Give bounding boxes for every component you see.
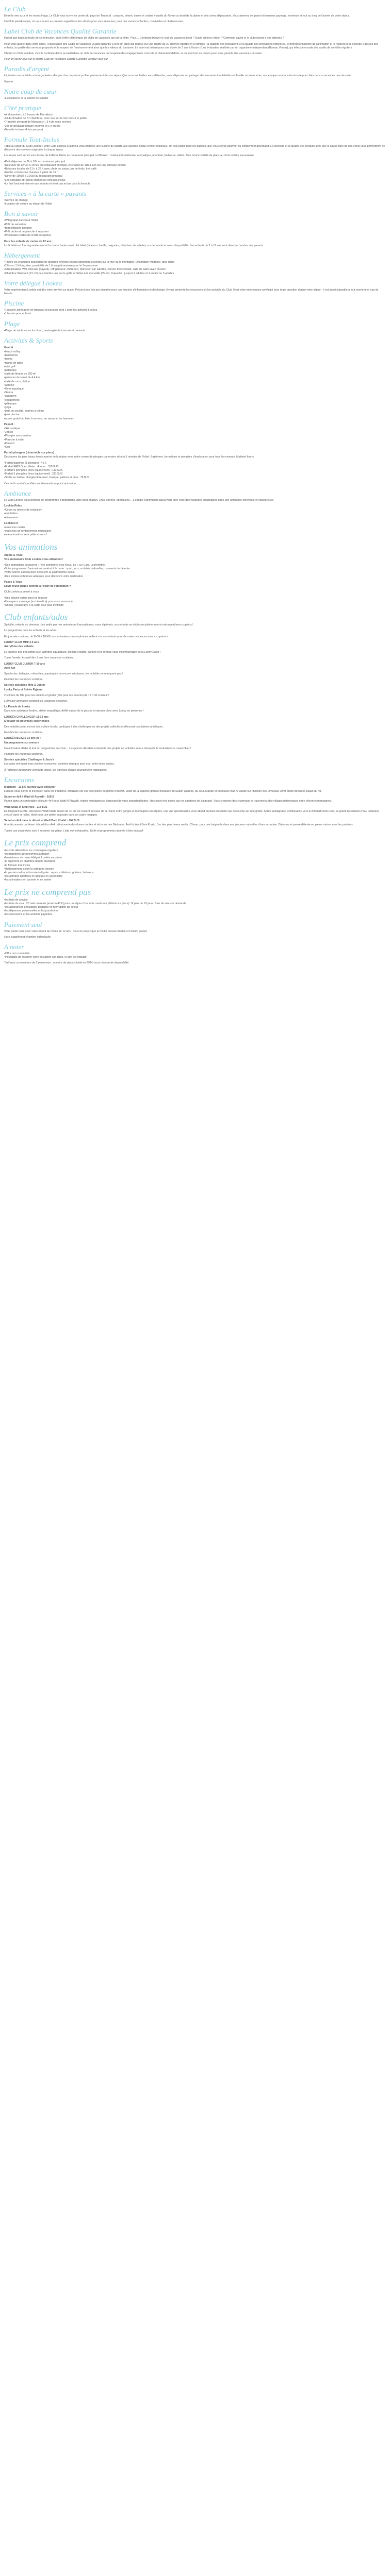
list-item: • équipement	[4, 399, 387, 402]
enfants-p14: Pendant les vacances scolaires.	[4, 752, 43, 756]
list-item: • Plongée sous-marine	[4, 434, 387, 438]
list-item: • L'excellence et la variété de la table	[4, 97, 387, 100]
list-item: • 1 piscine aménagée de transats et parasols dont 1 pour les activités Lookéa	[4, 309, 387, 312]
enfants-sub3b: Looky Party et Soirée Pyjama	[4, 688, 43, 691]
bon-a-savoir-subheading: Pour les enfants de moins de 12 ans :	[4, 240, 53, 243]
list-item: • A Mouzerkeh, à 3 heures de Marrakech	[4, 113, 387, 117]
club-intro: Entre le mer azur et les monts Haga, Le Club vous ouvre les portes du pays de Tendoud : canyons, désert, oases et cedars massifs du Riyam au bord de la plaine et des cimes dépassants. Vous aimerez ce grand et lumineux paysage, lumineux et tout au long de l'année de votre séjour.	[4, 14, 350, 18]
list-item: • Un espace massage (au bien-être) pour vous ressourcer	[4, 600, 387, 604]
activites-note: Ces tarifs sont disponibles sur demande au point animation.	[4, 482, 77, 485]
section-title-hebergement: Hébergement	[4, 251, 40, 259]
enfants-sub5b: S'éclater de nouvelles expériences	[4, 719, 50, 723]
section-animations	[4, 542, 387, 607]
paradis-p1: Ici, toutes nos activités sont organisées afin que chacun puisse profiter pleinement de son séjour. Que vous souhaitiez vous détendre, vous dépenser ou partager des moments inoubliables en famille ou entre amis, nos équipes sont à votre écoute pour faire de vos vacances une réussite.	[4, 74, 352, 78]
list-item: • exercices cardio	[4, 526, 387, 530]
list-item: • la pension selon la formule indiquée : repas, collations, goûters, boissons	[4, 871, 387, 875]
enfants-sub1b: Au rythme des enfants	[4, 645, 34, 648]
list-item: • Goûter et boissons chaudes à partir de 16 h	[4, 171, 387, 175]
list-item: • Forfait 5 plongées (hors équipement) : 113 $US	[4, 469, 387, 472]
paiement-p2: Hors supplément chambre individuelle.	[4, 935, 52, 939]
enfants-p2: Le programme pour les enfants et les ados.	[4, 629, 57, 633]
enfants-p8: 2 soirées de fête pour les enfants et goûter (fête pour les parents) de 19 h 30 à minuit !	[4, 693, 109, 697]
excursion-text: Laissez-vous porter et d'évasion dans les traditions. Mouzakri est une ville pleine de points d'intérêt. Visite de la superbe grande mosquée du Sultan Qaboos, du souk Matrah et du musée Bait Al Zubair sur l'histoire des Omanais. Arrêt photo devant le palais du roi.	[4, 790, 322, 793]
activites-plongee-heading: Parfait plongeur (réservable sur place)	[4, 451, 54, 455]
list-item: • les assurances annulation, bagages et interruption de séjour	[4, 906, 387, 909]
section-a-noter	[4, 943, 387, 965]
section-ambiance	[4, 489, 387, 537]
list-item: • Sauna	[4, 391, 387, 395]
list-item: • aquagym	[4, 395, 387, 398]
section-paiement	[4, 921, 387, 939]
excursion-title: Safari en 4x4 à Wadi Al Abyadh - 108 $	[4, 795, 54, 799]
paradis-p2: Galerie	[4, 80, 13, 83]
list-item: • Transfert aéroport de Marrakech : 3 h de route environ	[4, 121, 387, 124]
excursion-title: Mouzakri - 11 $ 5 journée avec déjeuner	[4, 785, 56, 789]
enfants-sub7: Soirées spéciales Challenger & Jeun's	[4, 758, 54, 762]
list-item: • Service de change	[4, 199, 387, 202]
section-title-club: Le Club	[4, 5, 26, 13]
list-item: • Navette incluse (4 fois par jour)	[4, 128, 387, 132]
ambiance-fit-heading: Lookéa Fit	[4, 521, 18, 525]
list-item: • Forfait baptême (1 plongée) : 45 €	[4, 462, 387, 465]
section-coup-de-coeur	[4, 88, 387, 100]
list-item: • l'assistance de notre délégué Lookéa sur place	[4, 856, 387, 860]
list-item: • Le fast food est réservé aux enfants et n'est pas inclus dans la formule	[4, 182, 387, 186]
enfants-sub3: Soirées spéciales Mini & Junior	[4, 684, 45, 687]
enfants-p6: Spectacles, ballages, culturelles, aquatiques ou encore artistiques, les activités ne manquent pas !	[4, 672, 123, 675]
enfants-p9: L'Ami par animation pendant les vacances scolaires.	[4, 699, 68, 703]
enfants-sub2: LOOKY CLUB JUNIOR 7-10 ans	[4, 662, 45, 666]
enfants-sub4: La Parade de Looky	[4, 705, 30, 709]
list-item: • Boissons locales de 11 h à 23 h avec choix de sodas, jus de fruits, thé, café	[4, 167, 387, 171]
list-item: • Ski nautique	[4, 427, 387, 431]
list-item: • parcours de santé de 4,4 km	[4, 376, 387, 380]
list-item: • Principales cartes de crédit acceptées	[4, 234, 387, 238]
section-title-ambiance: Ambiance	[4, 489, 31, 497]
animations-sub2b: Envie d'une pause détente à l'écart de l'animation ?	[4, 585, 71, 588]
list-item: • les animations en journée et en soirée	[4, 878, 387, 882]
enfants-p16: À l'intérieur du nombre d'enfants inclus, les tranches d'âges peuvent être regroupées.	[4, 768, 108, 772]
section-title-plage: Plage	[4, 319, 20, 328]
section-plage	[4, 320, 387, 333]
enfants-sub6b: Un programme sur mesure	[4, 741, 39, 744]
excursion-title: Safari en 4x4 dans le désert et Wadi Bani Khalid - 164 $US	[4, 819, 79, 823]
list-item: • Climatisation, Wifi, mini-bar (payant), réfrigérateur, coffre-fort, télévision par satellite, service théière/café, salle de bains avec douche	[4, 268, 387, 272]
section-prix-ne-comprend	[4, 887, 387, 917]
list-item: • Déjeuner de 12h30 à 14h30 au restaurant principal, et snacks de 11h à 13h sur une terrasse dédiée	[4, 164, 387, 167]
list-item: • Des animations exclusives : Fête commune chez Nous, Le « Lie Club, Lookyrinthe…	[4, 564, 387, 567]
list-item: • salle de musculation	[4, 380, 387, 384]
list-item: • Prêt de fer et de planche à repasser	[4, 230, 387, 234]
section-bon-a-savoir	[4, 210, 387, 247]
list-item: • pétanque	[4, 369, 387, 372]
animations-sub2: Passe & Vous	[4, 580, 22, 584]
section-services	[4, 190, 387, 206]
list-item: • Wifi gratuit dans tout l'hôtel	[4, 219, 387, 223]
list-item: • aérobic	[4, 384, 387, 387]
list-item: • Planche à voile	[4, 438, 387, 442]
list-item: • Kitesurf	[4, 442, 387, 446]
section-title-cote-pratique: Côté pratique	[4, 104, 41, 112]
list-item: • exercices de renforcement musculaire	[4, 530, 387, 533]
section-enfants	[4, 612, 387, 772]
enfants-sub2b: Actif fun	[4, 666, 15, 670]
list-item: • Plage de sable en accès direct, aménagée de transats et parasols	[4, 329, 387, 333]
section-title-formule: Formule Tout-Inclus	[4, 135, 59, 144]
list-item: • Golf	[4, 446, 387, 449]
section-title-paradis: Paradis d'argent	[4, 65, 50, 73]
list-item: • les excursions et les activités payantes	[4, 913, 387, 917]
list-item: • Chambre Standard (21 m²) ou chambre vue sur le golfe et l'Atlas à la merveille (35 m²). Capacité : jusqu'à 2 adultes et 1 enfant ou 3 adultes	[4, 272, 387, 276]
label-p4: Pour en savoir plus sur le charte Club de Vacances Qualité Garantie, rendez-vous sur	[4, 58, 108, 61]
activites-plongee-text: Découvrez les plus beaux fonds marins de la région avec notre centre de plongée partenaire situé à 5 minutes de l'hôtel. Baptêmes, formations et plongées d'exploration pour tous les niveaux. Matériel fourni.	[4, 455, 255, 459]
activites-gratuit-heading: Gratuit :	[4, 346, 15, 349]
formule-p1: Table au cœur du Club Lookéa : votre Club Lookéa Sultanina vous propose une cuisine de qualité aux accents locaux et internationaux. Un vrai plaisir pour les papilles, que vous soyez gourmet ou simplement gourmand. La diversité et la qualité des produits ainsi que le savoir-faire de nos chefs vous permettront de découvrir des saveurs originales à chaque repas.	[4, 145, 385, 152]
list-item: • Possibilité de réserver votre excursion sur place, le tarif est indicatif	[4, 956, 387, 959]
list-item: • Offre non cumulable	[4, 952, 387, 956]
section-title-activites: Activités & Sports	[4, 336, 53, 344]
section-title-label: Label Club de Vacances Qualité Garantie	[4, 27, 117, 36]
list-item: • l'hébergement selon la catégorie choisie	[4, 868, 387, 871]
section-prix-comprend	[4, 838, 387, 883]
ambiance-text: Le Club Lookéa vous propose un programme d'animations varié pour chacun. Jeux, soirées, spectacles… L'équipe d'animation saura vous faire vivre des vacances inoubliables dans une ambiance conviviale et chaleureuse.	[4, 498, 274, 502]
list-item: • le logement en chambre double standard	[4, 860, 387, 863]
label-p1: Il n'est pas toujours facile de s'y retrouver, dans l'offre pléthorique de clubs de vacances qui est la nôtre. Pour… Comment trouver le club de vacances idéal ? Quels critères retenir ? Comment savoir si le club répond à vos attentes ?	[4, 37, 284, 40]
list-item: • Prêt de serviettes	[4, 223, 387, 227]
section-title-coup-de-coeur: Notre coup de cœur	[4, 87, 57, 95]
excursion-text: En longeant la côte, découvrez Wadi Shab, ravins de 40 km où coulent en eaux de la rivière entre gorges et montagnes escarpées, une vue spectaculaire vous attend au bout du sentier qui débouche sur une grotte. Après la baignade, continuation vers le Bimmah Sink Hole, un grand lac naturel d'eau turquoise creusé dans la roche, idéal pour une petite baignade dans un cadre magique.	[4, 809, 379, 817]
list-item: • Les cocktails et l'alcool importé ne sont pas inclus	[4, 179, 387, 182]
list-item: • pétanque	[4, 402, 387, 406]
list-item: • Des soirées et bonnes adresses pour découvrir votre destination	[4, 575, 387, 579]
list-item: • les activités sportives et ludiques en accès libre	[4, 875, 387, 878]
list-item: • 2 h de décalage horaire en hiver et 1 h en été	[4, 125, 387, 128]
list-item: • Forfait 5 plongées (hors équipement) : 211 $US	[4, 472, 387, 476]
list-item: • 1 bassin pour enfants	[4, 312, 387, 316]
list-item: • Cours ou ateliers de relaxation	[4, 509, 387, 512]
list-item: • Forfait PADI Open Water : 4 jours : 319 $US	[4, 465, 387, 469]
excursion-text: Partez dans un confortable véhicule 4x4 pour Wadi Al Abyadh, région montagneuse disposant de vues époustouflantes : des oasis très prisés par les amateurs de baignade. Vous croiserez des chameaux et traverserez des villages pittoresques entre désert et montagnes.	[4, 800, 332, 803]
section-title-excursions: Excursions	[4, 775, 34, 784]
list-item: • Blanchisserie payante	[4, 227, 387, 230]
list-item: • badminton	[4, 354, 387, 358]
bon-a-savoir-text: Le lit bébé est fourni gratuitement et la chaise haute aussi ; kit bébé (biberon chauffe, baignoire, réducteur de toilette), sur demande et selon disponibilité. Les enfants de 2 à 11 ans sont dans la chambre des parents.	[4, 244, 264, 247]
animations-sub1: Animé & Vivre	[4, 553, 23, 557]
list-item: • les transferts aéroport/hôtel/aéroport	[4, 853, 387, 856]
list-item: • 2 lits ou 1 lit king size, possibilité de 1 lit supplémentaire pour le 3e personne	[4, 264, 387, 268]
list-item: • salle de fitness de 200 m²	[4, 372, 387, 376]
list-item: • Sortie en bateau plongée libre avec masque, palmes et tuba : 78 $US	[4, 476, 387, 480]
section-cote-pratique	[4, 104, 387, 132]
enfants-p12: Pendant les vacances scolaires.	[4, 731, 43, 735]
enfants-p7: Pendant les vacances scolaires.	[4, 678, 43, 682]
section-hebergement	[4, 251, 387, 276]
enfants-p11: Des activités pour s'ouvrir à la culture locale, participer à des challenges ou des projets collectifs et découvrir ses talents artistiques.	[4, 725, 164, 728]
list-item: • jeux de société, soirées à thème	[4, 410, 387, 413]
list-item: • accès gratuit au bain à remous, au sauna et au hammam	[4, 417, 387, 421]
list-item: • Une piscine calme pour se reposer	[4, 597, 387, 600]
enfants-sub6: LOOKÉA BUZZ'S 14 ans et +	[4, 737, 41, 740]
section-title-services: Services « à la carte » payants	[4, 190, 87, 198]
label-p3: Choisir un Club labellisé, c'est la certitude d'être accueilli dans un club de vacances qui respecte des engagements concrets et clairement définis, et qui met tout en œuvre pour vous garantir des vacances réussies.	[4, 52, 263, 56]
section-title-prix-comprend: Le prix comprend	[4, 837, 67, 848]
section-label	[4, 27, 387, 61]
section-delegue	[4, 279, 387, 296]
a-noter-text: Tarif pour un minimum de 2 personnes ; nombre de places limité en 2014, sous réserve de disponibilité.	[4, 961, 129, 965]
list-item: • la formule tout inclus	[4, 864, 387, 868]
paiement-p1: Vous partez seul avec votre enfant de moins de 12 ans : nous ne payez que la moitié au taux double et l'enfant gratuit.	[4, 929, 148, 933]
label-p2: Pour vous guider dans votre choix, l'Association des Clubs de vacances Qualité garantie a créé un label qui repose sur une charte de 20 critères répartis en 5 familles : la stabilité des prestations et la qualité des prestations hôtelières, le professionnalisme de l'animation et le respect de la sécurité, l'accueil des enfants, la qualité des services proposés et le respect de l'environnement ainsi que les valeurs du tourisme. Le label est délivré pour une durée de 3 ans à l'issue d'une évaluation réalisée par un organisme indépendant (Bureau Veritas), qui effectue ensuite des audits de contrôle réguliers.	[4, 42, 378, 49]
section-title-paiement: Paiement seul	[4, 920, 42, 928]
club-body: Un Club paradisiaque, où vous aurez au premier regard tous les attraits pour vous retrouver, pour des vacances faciles, conviviales et chaleureuses.	[4, 20, 184, 24]
section-title-prix-ne-comprend: Le prix ne comprend pas	[4, 887, 91, 897]
animations-p1: Vos animateurs Club Lookéa vous attendent !	[4, 557, 63, 561]
enfants-p3: En journée continue, de 9h30 à 18h00, nos animateurs francophones veillent sur vos enfants pour de vraies vacances avec « copains ».	[4, 635, 169, 638]
section-paradis	[4, 65, 387, 83]
section-title-animations: Vos animations	[4, 541, 58, 552]
section-title-bon-a-savoir: Bon à savoir	[4, 210, 39, 218]
list-item: • Un bar (restaurant) à la carte pour plus d'intimité	[4, 604, 387, 607]
enfants-p13: Un animateur dédié et tout un programme au choix… Les jeunes décident ensemble des projets ou activités autour desquels ils souhaitent se rassembler !	[4, 747, 191, 750]
section-title-delegue: Votre délégué Lookéa	[4, 279, 62, 287]
list-item: • les frais de visa : 20 rials omanais (environ 40 €) pour un séjour d'un mois maximum (délivré sur place). Si plus de 10 jours, frais de visa sur demande	[4, 902, 387, 906]
list-item: • beach volley	[4, 350, 387, 354]
list-item: • yoga	[4, 406, 387, 410]
enfants-sub1: LOOKY CLUB MINI 4-6 ans	[4, 640, 39, 644]
list-item: • jeux piscine	[4, 413, 387, 417]
list-item: • tennis de table	[4, 362, 387, 365]
list-item: • méditation	[4, 512, 387, 516]
delegue-text: Votre représentant Lookéa est dès votre arrivée sur place. Présent une fois par semaine pour une réunion d'information et d'échange, il vous présente les excursions et les activités du Club. Il est votre interlocuteur privilégié pour toute question durant votre séjour ; il est aussi joignable à tout moment en cas de besoin.	[4, 288, 379, 295]
list-item: • Votre Soirée Lookéa pour découvrir la gastronomie locale	[4, 571, 387, 574]
section-formule	[4, 135, 387, 186]
list-item: • Club climatisé de 77 chambres, avec vue sur la mer ou sur le jardin	[4, 117, 387, 121]
list-item: • Dîner de 19h30 à 21h30 au restaurant principal	[4, 175, 387, 178]
section-title-piscine: Piscine	[4, 299, 24, 308]
list-item: • Location de voiture au départ de l'hôtel	[4, 202, 387, 206]
activites-payant-heading: Payant :	[4, 422, 15, 426]
section-title-enfants: Club enfants/ados	[4, 612, 68, 622]
list-item: • Votre programme d'animations varié et à la carte : sport, jeux, activités culturelles, moments de détente	[4, 567, 387, 571]
animations-p2: Club Lookéa a pensé à vous :	[4, 590, 41, 594]
document-page	[0, 0, 391, 973]
list-item: • Gym aquatique	[4, 387, 387, 391]
list-item: • tennis	[4, 358, 387, 361]
list-item: • les dépenses personnelles et les pourboires	[4, 909, 387, 913]
section-club	[4, 5, 387, 24]
list-item: • étirements…	[4, 516, 387, 520]
section-activites	[4, 336, 387, 486]
enfants-p10: Dans une ambiance festive, atelier maquillage, défilé autour de la piscine et dansez plein avec Looky en personne !	[4, 709, 144, 713]
list-item: • Jet ski	[4, 431, 387, 434]
list-item: • mini golf	[4, 365, 387, 369]
excursions-note: Toutes ces excursions sont à réserver sur place. Liste non exhaustive. Tarifs et programmes donnés à titre indicatif.	[4, 829, 144, 833]
enfants-sub5: LOOKÉA CHALLENGER 11-13 ans	[4, 715, 49, 719]
list-item: • Petit-déjeuner de 7h à 10h au restaurant principal	[4, 160, 387, 164]
section-excursions	[4, 776, 387, 833]
excursion-title: Wadi Shab et Sink Hole - 118 $US	[4, 805, 47, 809]
enfants-p4: La journée des très petits joue, activités aquatiques, ateliers créatifs, danses et le rendez-vous incontournable de la Looky Disco !	[4, 651, 161, 654]
excursion-text: À la découverte du désert à bord d'un 4x4 : découverte des dunes dorées et de la vie des Bédouins. Arrêt à Wadi Bani Khalid, l'un des plus beaux wadis d'Oman, pour une baignade dans ses piscines naturelles d'eau turquoise. Déjeuner et pause détente en pleine nature sous les palmiers.	[4, 823, 354, 827]
section-title-a-noter: A noter	[4, 943, 24, 951]
list-item: • Toutes les chambres possèdent de grandes fenêtres et sont largement ouvertes sur la mer ou la montagne. Décoration moderne, tons clairs	[4, 261, 387, 264]
enfants-p15: Les ados ont aussi leurs soirées exclusives, animées rien que pour eux, selon leurs envies.	[4, 762, 115, 766]
section-piscine	[4, 299, 387, 316]
list-item: • les vols aller/retour sur compagnie régulière	[4, 849, 387, 853]
enfants-p1: Spécifié, enfants ou devenus : les petits par nos animateurs francophones, nous diplômés, vos enfants se déplacent pleinement et retrouvent leurs copains !	[4, 623, 193, 627]
formule-p2: Les repas sont servis sous forme de buffet à thème au restaurant principal La Mouzer : cuisine internationale, aromatique, orientale, barbecue, italien. Très bonne variété de plats, au choix et très savoureuse.	[4, 154, 255, 158]
enfants-p5: Toute l'année. Accueil dès 3 ans hors vacances scolaires.	[4, 656, 74, 660]
list-item: • une animatrice sera prête et vous !	[4, 533, 387, 537]
ambiance-relax-heading: Lookéa Relax	[4, 504, 22, 508]
list-item: • les frais de service	[4, 899, 387, 902]
